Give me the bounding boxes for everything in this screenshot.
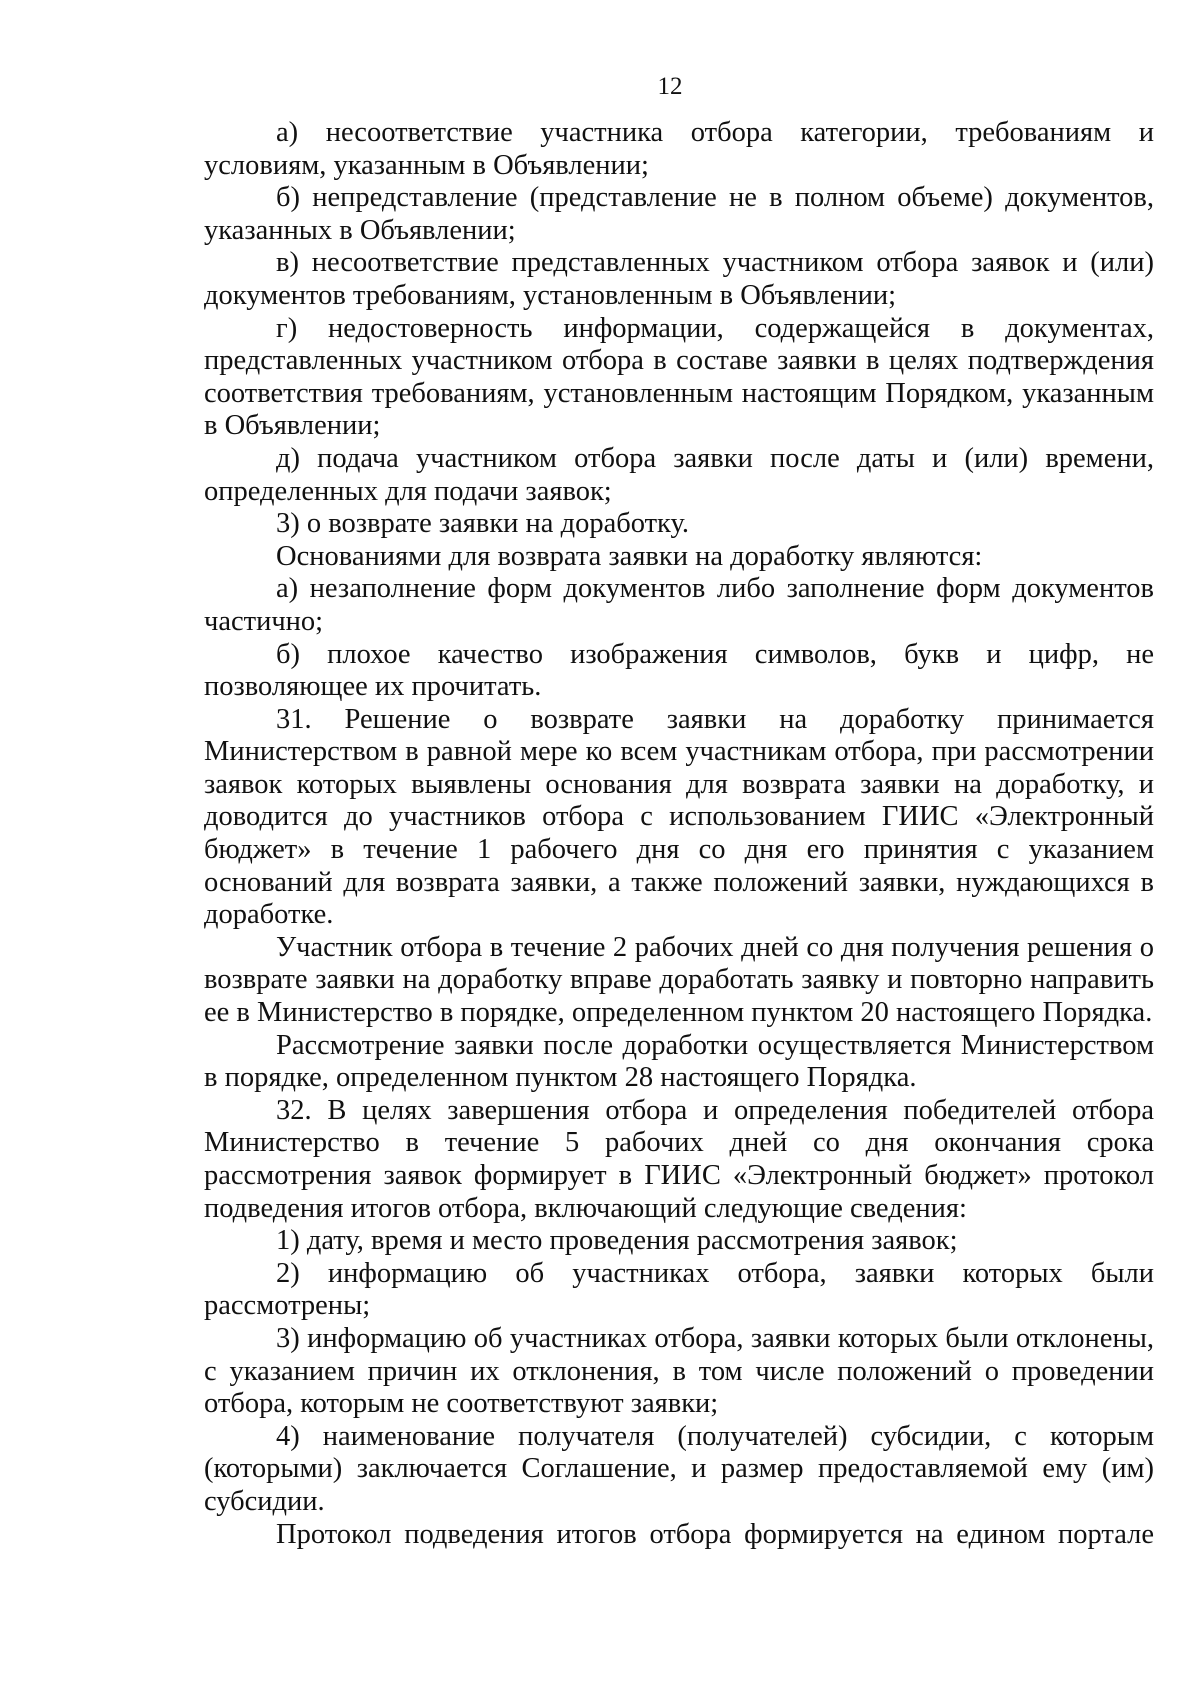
paragraph-participant-rework: Участник отбора в течение 2 рабочих дней со дня получения решения о возврате заявки на доработку вправе доработать заявку и повторно направить ее в Министерство в порядке, определенном пунктом 20 настоящего Порядка. [204,931,1154,1029]
page-number: 12 [657,73,683,100]
paragraph-return-b: б) плохое качество изображения символов, букв и цифр, не позволяющее их прочитать. [204,638,1154,703]
paragraph-clause-31: 31. Решение о возврате заявки на доработку принимается Министерством в равной мере ко всем участникам отбора, при рассмотрении заявок которых выявлены основания для возврата заявки на доработку, и доводится до участников отбора с использованием ГИИС «Электронный бюджет» в течение 1 рабочего дня со дня его принятия с указанием оснований для возврата заявки, а также положений заявки, нуждающихся в доработке. [204,703,1154,931]
paragraph-protocol-item-2: 2) информацию об участниках отбора, заявки которых были рассмотрены; [204,1257,1154,1322]
document-body [204,117,1154,1551]
paragraph-return-grounds: Основаниями для возврата заявки на доработку являются: [276,540,983,572]
paragraph-criterion-a: а) несоответствие участника отбора категории, требованиям и условиям, указанным в Объявлении; [204,117,1154,181]
paragraph-protocol-item-1: 1) дату, время и место проведения рассмотрения заявок; [276,1225,958,1257]
paragraph-protocol-item-3: 3) информацию об участниках отбора, заявки которых были отклонены, с указанием причин их отклонения, в том числе положений о проведении отбора, которым не соответствуют заявки; [204,1322,1154,1420]
paragraph-criterion-b: б) непредставление (представление не в полном объеме) документов, указанных в Объявлении; [204,182,1154,246]
paragraph-criterion-d: д) подача участником отбора заявки после даты и (или) времени, определенных для подачи заявок; [204,442,1154,507]
paragraph-protocol-item-4: 4) наименование получателя (получателей) субсидии, с которым (которыми) заключается Соглашение, и размер предоставляемой ему (им) субсидии. [204,1420,1154,1517]
paragraph-criterion-g: г) недостоверность информации, содержащейся в документах, представленных участником отбора в составе заявки в целях подтверждения соответствия требованиям, установленным настоящим Порядком, указанным в Объявлении; [204,312,1154,442]
paragraph-clause-32: 32. В целях завершения отбора и определения победителей отбора Министерство в течение 5 рабочих дней со дня окончания срока рассмотрения заявок формирует в ГИИС «Электронный бюджет» протокол подведения итогов отбора, включающий следующие сведения: [204,1094,1154,1224]
paragraph-return-a: а) незаполнение форм документов либо заполнение форм документов частично; [204,573,1154,637]
paragraph-protocol-portal: Протокол подведения итогов отбора формируется на едином портале [276,1518,1154,1550]
paragraph-review-after-rework: Рассмотрение заявки после доработки осуществляется Министерством в порядке, определенном пунктом 28 настоящего Порядка. [204,1029,1154,1094]
paragraph-item-3: 3) о возврате заявки на доработку. [276,508,690,540]
paragraph-criterion-v: в) несоответствие представленных участником отбора заявок и (или) документов требованиям, установленным в Объявлении; [204,247,1154,311]
